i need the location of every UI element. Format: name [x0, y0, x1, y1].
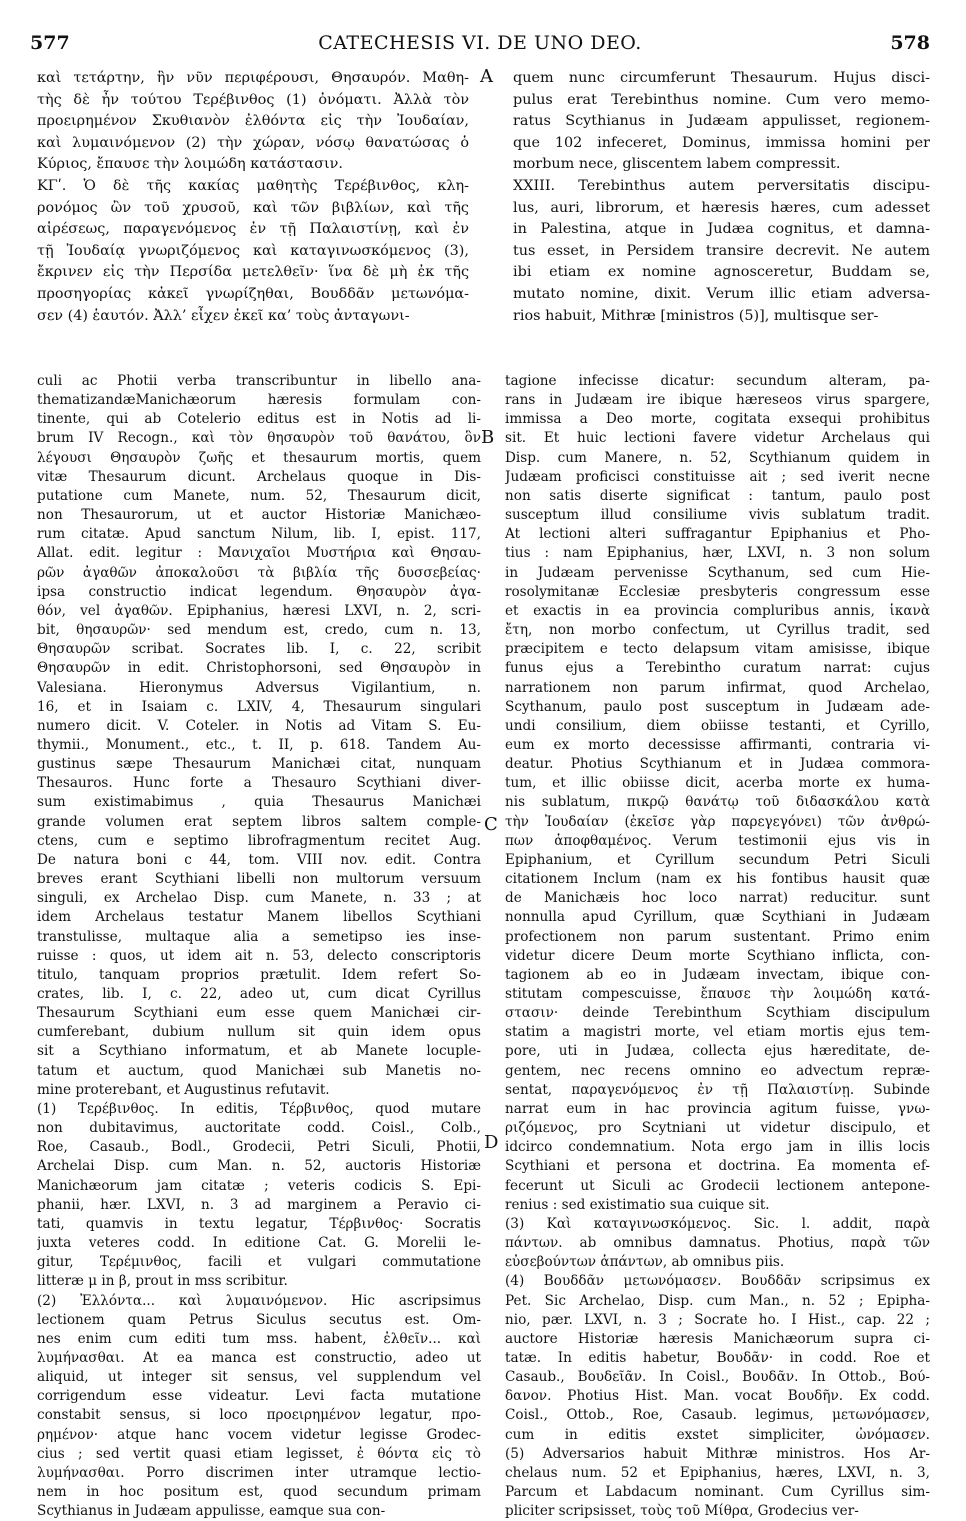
- text-line: Scythianus in Judæam appulisse, eamque sua con-: [37, 1503, 386, 1520]
- text-line: morbum nece, gliscentem labem compressit.: [513, 156, 841, 173]
- text-line: rosolymitanæ Ecclesiæ presbyteris congressum esse: [505, 583, 930, 600]
- text-line: et exactis in ea provincia compluribus annis, ἱκανὰ: [505, 602, 930, 619]
- text-line: Valesiana. Hieronymus Adversus Vigilantium, n.: [37, 679, 481, 696]
- text-line: tagione infecisse dicatur: secundum alteram, pa-: [505, 373, 930, 389]
- text-line: ΚΓʹ. Ὁ δὲ τῆς κακίας μαθητὴς Τερέβινθος, κλη-: [37, 177, 469, 194]
- text-line: Judæam proficisci constituisse ait ; sed iverit necne: [505, 468, 930, 485]
- text-line: στασιν· deinde Terebinthum Scythiam discipulum: [505, 1005, 930, 1022]
- text-line: πάντων. ab omnibus damnatus. Photius, παρὰ τῶν: [505, 1235, 930, 1252]
- text-line: Epiphanium, et Cyrillum secundum Petri Siculi: [505, 851, 930, 868]
- text-line: immissa a Deo morte, cogitata exsequi prohibitus: [505, 411, 930, 428]
- text-line: προσηγορίας κἀκεῖ γνωρίζηθαι, Βουδδᾶν μετωνόμα-: [37, 285, 469, 302]
- text-line: de Manichæis hoc loco narrat) reducitur. sunt: [505, 890, 930, 907]
- text-line: Coisl., Ottob., Roe, Casaub. legimus, μετωνόμασεν,: [505, 1407, 930, 1424]
- text-line: nonnulla apud Cyrillum, quæ Scythiani in Judæam: [505, 909, 930, 926]
- text-line: quem nunc circumferunt Thesaurum. Hujus disci-: [513, 70, 930, 86]
- text-line: καὶ τετάρτην, ἣν νῦν περιφέρουσι, Θησαυρόν. Μαθη-: [37, 70, 469, 86]
- text-line: pliciter scripsisset, τοὺς τοῦ Μίθρα, Grodecius ver-: [505, 1503, 859, 1520]
- text-line: susceptum illud consiliume vivis sublatum tradit.: [505, 507, 930, 524]
- text-line: Pet. Sic Archelao, Disp. cum Man., n. 52 ; Epipha-: [505, 1292, 930, 1309]
- text-line: idem Archelaus testatur Manem libellos Scythiani: [37, 909, 481, 926]
- text-line: non dubitavimus, auctoritate codd. Coisl., Colb.,: [37, 1120, 481, 1137]
- text-line: Thesauros. Hunc forte a Thesauro Scythiani diver-: [37, 775, 481, 792]
- page-header: [30, 32, 930, 60]
- text-line: lectionem quam Petrus Siculus secutus est. Om-: [37, 1311, 481, 1328]
- text-line: rans in Judæam ire ibique hæreseos virus spargere,: [505, 392, 930, 409]
- text-line: pulus erat Terebinthus nomine. Cum vero memo-: [513, 91, 930, 108]
- text-line: citationem Inclum (nam ex his fontibus hausit quæ: [505, 871, 930, 888]
- text-line: Parcum et Labdacum nominant. Cum Cyrillus sim-: [505, 1484, 930, 1501]
- text-line: narrationem non parum infirmat, quod Archelao,: [505, 679, 930, 696]
- text-line: litteræ μ in β, prout in mss scribitur.: [37, 1273, 288, 1290]
- text-line: δανον. Photius Hist. Man. vocat Βουδῆν. Ex codd.: [505, 1388, 930, 1405]
- text-line: tatum et auctum, quod Manichæi sub Manetis no-: [37, 1062, 481, 1079]
- text-line: ἔκρινεν εἰς τὴν Περσίδα μετελθεῖν· ἵνα δὲ μὴ ἐκ τῆς: [37, 264, 469, 281]
- text-line: Casaub., Βουδεῖᾶν. In Coisl., Βουδᾶν. In Ottob., Βού-: [505, 1369, 930, 1386]
- text-line: gentem, nec recens omnino eo advectum repræ-: [505, 1062, 930, 1079]
- text-line: cius ; sed vertit quasi etiam legisset, ἐ θόντα εἰς τὸ: [37, 1445, 481, 1462]
- text-line: nem in hoc positum est, quod secundum primam: [37, 1484, 481, 1501]
- text-line: renius : sed existimatio sua cuique sit.: [505, 1196, 770, 1213]
- text-line: undi consilium, diem obiisse testanti, et Cyrillo,: [505, 717, 930, 734]
- text-line: nis sublatum, πικρῷ θανάτῳ τοῦ διδασκάλου κατὰ: [505, 794, 930, 811]
- text-line: cum in editis exstet simpliciter, ὠνόμασεν.: [505, 1426, 930, 1443]
- text-line: (1) Τερέβινθος. In editis, Τέρβινθος, quod mutare: [37, 1100, 481, 1117]
- text-line: narrat eum in hac provincia agitum fuisse, γνω-: [505, 1100, 930, 1117]
- text-line: At lectioni alteri suffragantur Epiphanius et Pho-: [505, 526, 930, 543]
- text-line: ruisse : quos, ut idem ait n. 53, delecto conscriptoris: [37, 947, 481, 964]
- text-line: gustinus sæpe Thesaurum Manichæi citat, nunquam: [37, 756, 481, 773]
- text-line: τῇ Ἰουδαίᾳ γνωριζόμενος καὶ καταγινωσκόμενος (3),: [37, 242, 469, 259]
- text-line: Disp. cum Manere, n. 52, Scythianum quidem in: [505, 449, 930, 466]
- text-line: brum IV Recogn., καὶ τὸν θησαυρὸν τοῦ θανάτου, ὃν: [37, 430, 481, 447]
- text-line: rum citatæ. Apud sanctum Nilum, lib. I, epist. 117,: [37, 526, 481, 543]
- text-line: λυμήνασθαι. At ea manca est constructio, adeo ut: [37, 1349, 481, 1366]
- text-line: præcipitem e tecto delapsum vitam amisisse, ibique: [505, 641, 930, 658]
- text-line: 16, et in Isaiam c. LXIV, 4, Thesaurum singulari: [37, 698, 481, 715]
- text-line: putatione cum Manete, num. 52, Thesaurum dicit,: [37, 487, 481, 504]
- text-line: Thesaurum Scythiani eum esse quem Manichæi cir-: [37, 1005, 481, 1022]
- text-line: sentat, παραγενόμενος ἐν τῇ Παλαιστίνῃ. Subinde: [505, 1081, 930, 1098]
- text-line: Θησαυρῶν in edit. Christophorsoni, sed Θησαυρὸν in: [37, 660, 481, 677]
- text-line: culi ac Photii verba transcribuntur in libello ana-: [37, 373, 481, 389]
- text-line: lus, auri, librorum, et hæresis hæres, cum adesset: [513, 199, 930, 216]
- text-line: que 102 infeceret, Dominus, immissa homini per: [513, 134, 930, 151]
- text-line: in Judæam pervenisse Scythanum, sed cum Hie-: [505, 564, 930, 581]
- text-line: pore, uti in Judæa, collecta ejus hæreditate, de-: [505, 1043, 930, 1060]
- text-line: ριζόμενος, pro Scytniani ut videtur discipulo, et: [505, 1120, 930, 1137]
- text-line: tus esset, in Persidem transire decrevit. Ne autem: [513, 242, 930, 259]
- text-line: sum existimabimus , quia Thesaurus Manichæi: [37, 794, 481, 811]
- notes-column-left: [37, 372, 481, 1521]
- text-line: θόν, vel ἀγαθῶν. Epiphanius, hæresi LXVI, n. 2, scri-: [37, 602, 481, 619]
- text-line: sit a Scythiano informatum, et ab Manete locuple-: [37, 1043, 481, 1060]
- text-line: corrigendum esse videatur. Levi facta mutatione: [37, 1388, 481, 1405]
- text-line: ratus Scythianus in Judæam appulisset, regionem-: [513, 113, 930, 130]
- text-line: πων ἀποφθαμένος. Verum testimonii ejus vis in: [505, 832, 930, 849]
- text-line: tius : nam Epiphanius, hær, LXVI, n. 3 non solum: [505, 545, 930, 562]
- text-line: auctore Historiæ hæresis Manichæorum supra ci-: [505, 1330, 930, 1347]
- text-line: titulo, tanquam proprios prætulit. Idem refert So-: [37, 966, 481, 983]
- text-line: idcirco condemnatium. Nota ergo jam in illis locis: [505, 1139, 930, 1156]
- text-line: tati, quamvis in textu legatur, Τέρβινθος· Socratis: [37, 1215, 481, 1232]
- text-line: προειρημένον Σκυθιανὸν ἐλθόντα εἰς τὴν Ἰουδαίαν,: [37, 113, 469, 130]
- text-line: chelaus num. 52 et Epiphanius, hæres, LXVI, n. 3,: [505, 1464, 930, 1481]
- text-line: singuli, ex Archelao Disp. cum Manete, n. 33 ; at: [37, 890, 481, 907]
- text-line: funus ejus a Terebintho curatum narrat: cujus: [505, 660, 930, 677]
- text-line: constabit sensus, si loco προειρημένον legatur, προ-: [37, 1407, 481, 1424]
- text-line: Scythiani et persona et doctrina. Ea momenta ef-: [505, 1158, 930, 1175]
- text-line: ρημένον· atque hanc vocem videtur legisse Grodec-: [37, 1426, 481, 1443]
- text-line: phanii, hær. LXVI, n. 3 ad marginem a Peravio ci-: [37, 1196, 481, 1213]
- margin-letter-a: A: [480, 66, 493, 87]
- text-line: gitur, Τερέμινθος, facili et vulgari commutatione: [37, 1254, 481, 1271]
- margin-letter-d: D: [484, 1132, 499, 1153]
- greek-text-column: [37, 68, 469, 327]
- notes-column-right: [505, 372, 930, 1521]
- text-line: non Thesaurorum, ut et auctor Historiæ Manichæo-: [37, 507, 481, 524]
- text-line: mine proterebant, et Augustinus refutavit.: [37, 1081, 330, 1098]
- text-line: λέγουσι Θησαυρὸν ζωῆς et thesaurum mortis, quem: [37, 449, 481, 466]
- text-line: tagionem ab eo in Judæam invectam, ibique con-: [505, 966, 930, 983]
- text-line: nes enim cum editi tum mss. habent, ἐλθεῖν... καὶ: [37, 1330, 481, 1347]
- text-line: videtur dicere Deum morte Scythiano inflicta, con-: [505, 947, 930, 964]
- text-line: profectionem non parum sustentant. Primo enim: [505, 928, 930, 945]
- running-title: CATECHESIS VI. DE UNO DEO.: [318, 32, 642, 54]
- text-line: Roe, Casaub., Bodl., Grodecii, Petri Siculi, Photii,: [37, 1139, 481, 1156]
- text-line: in Palestina, atque in Judæa cognitus, et damna-: [513, 221, 930, 238]
- page-number-left: 577: [30, 32, 70, 54]
- text-line: fecerunt ut Siculi ac Grodecii lectionem antepone-: [505, 1177, 930, 1194]
- text-line: αἱρέσεως, παραγενόμενος ἐν τῇ Παλαιστίνῃ, καὶ ἐν: [37, 221, 469, 238]
- text-line: numero dicit. V. Coteler. in Notis ad Vitam S. Eu-: [37, 717, 481, 734]
- text-line: τὴς δὲ ἦν τούτου Τερέβινθος (1) ὀνόματι. Ἀλλὰ τὸν: [37, 91, 469, 108]
- text-line: καὶ λυμαινόμενον (2) τὴν χώραν, νόσῳ θανατώσας ὁ: [37, 134, 469, 151]
- margin-letter-b: B: [481, 427, 495, 448]
- text-line: grande volumen erat septem libros saltem comple-: [37, 813, 481, 830]
- text-line: tinente, qui ab Cotelerio editus est in Notis ad li-: [37, 411, 481, 428]
- text-line: breves erant Scythiani libelli non multorum versuum: [37, 871, 481, 888]
- page-number-right: 578: [890, 32, 930, 54]
- text-line: Allat. edit. legitur : Μανιχαῖοι Μυστήρια καὶ Θησαυ-: [37, 545, 481, 562]
- text-line: τὴν Ἰουδαίαν (ἐκεῖσε γὰρ παρεγεγόνει) τῶν ἀνθρώ-: [505, 813, 930, 830]
- text-line: tum, et illic obiisse dicit, acerba morte ex huma-: [505, 775, 930, 792]
- text-line: cumferebant, dubium nullum sit quin idem opus: [37, 1024, 481, 1041]
- text-line: mutato nomine, dixit. Verum illic etiam adversa-: [513, 285, 930, 302]
- text-line: Archelai Disp. cum Man. n. 52, auctoris Historiæ: [37, 1158, 481, 1175]
- margin-letter-c: C: [484, 814, 498, 835]
- text-line: crates, lib. I, c. 22, adeo ut, cum dicat Cyrillus: [37, 986, 481, 1002]
- text-line: thematizandæManichæorum hæresis formulam con-: [37, 392, 481, 409]
- text-line: aliquid, ut integer sit sensus, vel supplendum vel: [37, 1369, 481, 1386]
- text-line: vitæ Thesaurum dicunt. Archelaus quoque in Dis-: [37, 468, 481, 485]
- text-line: eum ex morto decessisse affirmanti, contraria vi-: [505, 736, 930, 753]
- text-line: juxta veteres codd. In editione Cat. G. Morelii le-: [37, 1235, 481, 1252]
- latin-text-column: [513, 68, 930, 327]
- text-line: (4) Βουδδᾶν μετωνόμασεν. Βουδδᾶν scripsimus ex: [505, 1273, 930, 1290]
- text-line: De natura boni c 44, tom. VIII nov. edit. Contra: [37, 851, 481, 868]
- text-line: non satis diserte significat : tantum, paulo post: [505, 487, 930, 504]
- text-line: εὐσεβούντων ἁπάντων, ab omnibus piis.: [505, 1254, 785, 1271]
- text-line: ρῶν ἀγαθῶν ἀποκαλοῦσι τὰ βιβλία τῆς δυσσεβείας·: [37, 564, 481, 581]
- text-line: ρονόμος ὢν τοῦ χρυσοῦ, καὶ τῶν βιβλίων, καὶ τῆς: [37, 199, 469, 216]
- text-line: bit, θησαυρῶν· sed mendum est, credo, cum n. 13,: [37, 622, 481, 639]
- text-line: λυμήνασθαι. Porro discrimen inter utramque lectio-: [37, 1464, 481, 1481]
- text-line: deatur. Photius Scythianum et in Judæa commora-: [505, 756, 930, 773]
- text-line: Κύριος, ἔπαυσε τὴν λοιμώδη κατάστασιν.: [37, 156, 343, 173]
- text-line: tatæ. In editis habetur, Βουδᾶν· in codd. Roe et: [505, 1349, 930, 1366]
- text-line: ipsa constructio indicat legendum. Θησαυρὸν ἀγα-: [37, 583, 481, 600]
- text-line: ἔτη, non morbo confectum, ut Cyrillus tradit, sed: [505, 622, 930, 639]
- text-line: statim a magistri morte, vel etiam mortis ejus tem-: [505, 1024, 930, 1041]
- text-line: Scythanum, paulo post susceptum in Judæam ade-: [505, 698, 930, 715]
- text-line: thymii., Monument., etc., t. II, p. 618. Tandem Au-: [37, 736, 481, 753]
- text-line: ctens, cum e septimo librofragmentum recitet Aug.: [37, 832, 481, 849]
- text-line: Manichæorum jam citatæ ; veteris codicis S. Epi-: [37, 1177, 481, 1194]
- text-line: (3) Καὶ καταγινωσκόμενος. Sic. l. addit, παρὰ: [505, 1215, 930, 1232]
- text-line: nio, pær. LXVI, n. 3 ; Socrate ho. I Hist., cap. 22 ;: [505, 1311, 930, 1328]
- text-line: rios habuit, Mithræ [ministros (5)], multisque ser-: [513, 307, 879, 324]
- text-line: Θησαυρῶν scribat. Socrates lib. I, c. 22, scribit: [37, 641, 481, 658]
- text-line: stitutam compescuisse, ἔπαυσε τὴν λοιμώδη κατά-: [505, 986, 930, 1002]
- text-line: transtulisse, multaque alia a semetipso ies inse-: [37, 928, 481, 945]
- text-line: (5) Adversarios habuit Mithræ ministros. Hos Ar-: [505, 1445, 930, 1462]
- text-line: σεν (4) ἑαυτόν. Ἀλλ’ εἶχεν ἐκεῖ κα’ τοὺς ἀνταγωνι-: [37, 307, 410, 324]
- text-line: ibi etiam ex nomine agnosceretur, Buddam se,: [513, 264, 930, 281]
- text-line: sit. Et huic lectioni favere videtur Archelaus qui: [505, 430, 930, 447]
- text-line: (2) Ἐλλόντα... καὶ λυμαινόμενον. Hic ascripsimus: [37, 1292, 481, 1309]
- text-line: XXIII. Terebinthus autem perversitatis discipu-: [513, 177, 930, 194]
